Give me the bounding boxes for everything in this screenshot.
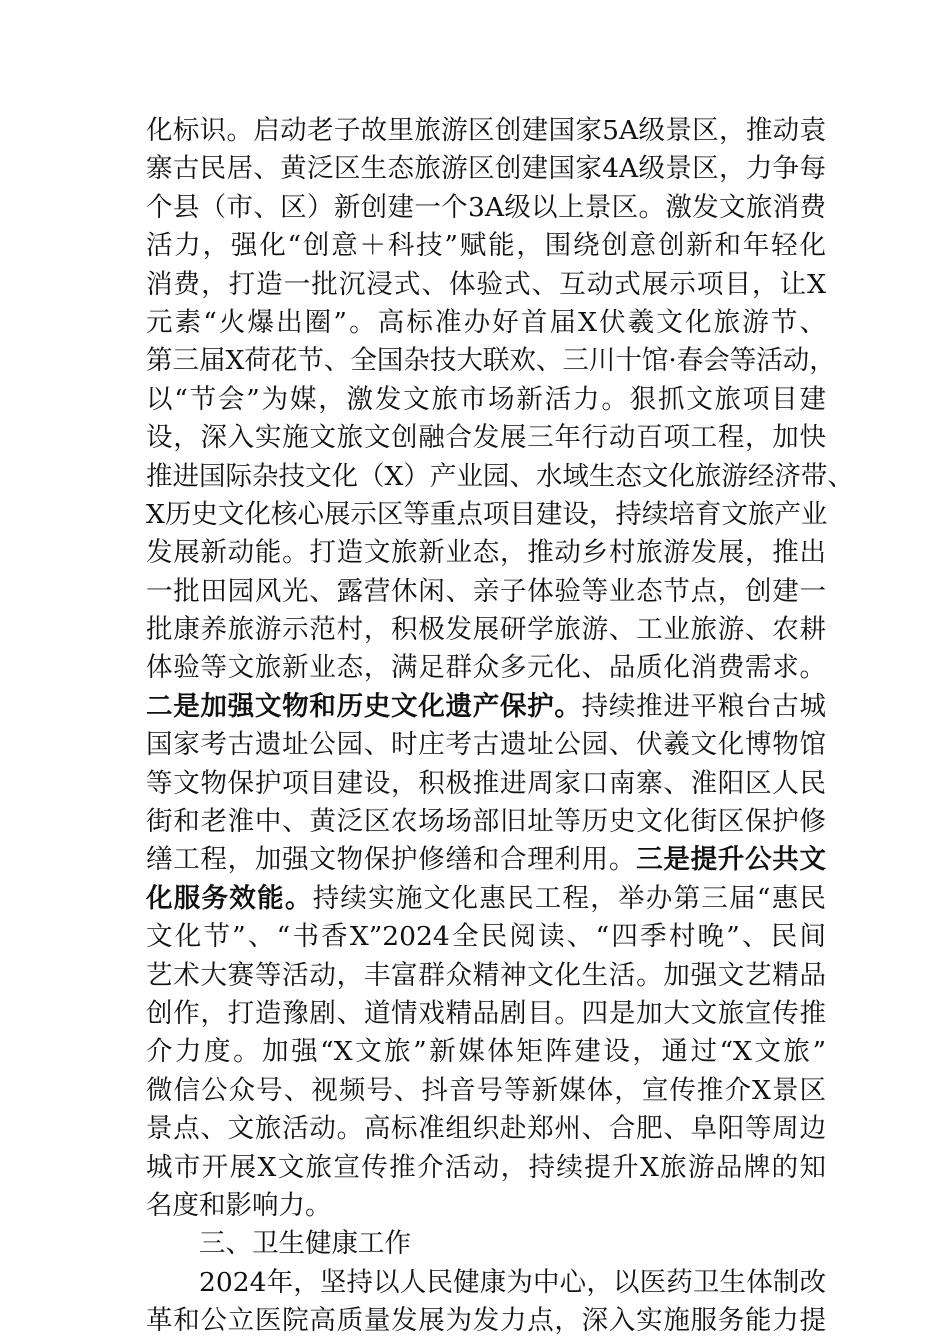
text-line: 体验等文旅新业态，满足群众多元化、品质化消费需求。 [146, 652, 826, 684]
text-line: 消费，打造一批沉浸式、体验式、互动式展示项目，让X [146, 268, 826, 300]
text-line: 以“节会”为媒，激发文旅市场新活力。狠抓文旅项目建 [146, 383, 826, 415]
text-line: 元素“火爆出圈”。高标准办好首届X伏羲文化旅游节、 [146, 306, 826, 338]
text-line: X历史文化核心展示区等重点项目建设，持续培育文旅产业 [146, 498, 828, 530]
section-heading: 三、卫生健康工作 [199, 1228, 411, 1260]
text-line: 发展新动能。打造文旅新业态，推动乡村旅游发展，推出 [146, 537, 826, 569]
document-body [146, 112, 854, 1341]
text-line: 城市开展X文旅宣传推介活动，持续提升X旅游品牌的知 [146, 1151, 826, 1183]
text-line: 介力度。加强“X文旅”新媒体矩阵建设，通过“X文旅” [146, 1036, 826, 1068]
text-line: 等文物保护项目建设，积极推进周家口南寨、淮阳区人民 [146, 767, 826, 799]
bold-subheading: 二是加强文物和历史文化遗产保护。 [146, 690, 582, 722]
text-line [146, 688, 826, 726]
text-line: 革和公立医院高质量发展为发力点，深入实施服务能力提 [146, 1305, 826, 1337]
text-line: 景点、文旅活动。高标准组织赴郑州、合肥、阜阳等周边 [146, 1113, 826, 1145]
text-line: 第三届X荷花节、全国杂技大联欢、三川十馆·春会等活动， [146, 345, 836, 377]
bold-subheading: 三是提升公共文 [636, 844, 827, 876]
text-line: 文化节”、“书香X”2024全民阅读、“四季村晚”、民间 [146, 921, 826, 953]
text-line: 一批田园风光、露营休闲、亲子体验等业态节点，创建一 [146, 575, 826, 607]
bold-subheading: 化服务效能。 [146, 882, 313, 914]
text-line: 化标识。启动老子故里旅游区创建国家5A级景区，推动袁 [146, 115, 826, 146]
text-line: 国家考古遗址公园、时庄考古遗址公园、伏羲文化博物馆 [146, 729, 826, 761]
inline-text: 持续实施文化惠民工程，举办第三届“惠民 [312, 882, 826, 914]
text-line [146, 880, 826, 918]
text-line: 个县（市、区）新创建一个3A级以上景区。激发文旅消费 [146, 191, 826, 223]
text-line: 艺术大赛等活动，丰富群众精神文化生活。加强文艺精品 [146, 959, 826, 991]
text-line: 活力，强化“创意＋科技”赋能，围绕创意创新和年轻化 [146, 230, 826, 262]
text-line: 寨古民居、黄泛区生态旅游区创建国家4A级景区，力争每 [146, 153, 826, 185]
inline-text: 持续推进平粮台古城 [581, 690, 827, 722]
text-line: 街和老淮中、黄泛区农场场部旧址等历史文化街区保护修 [146, 806, 826, 838]
inline-text: 缮工程，加强文物保护修缮和合理利用。 [146, 844, 637, 876]
text-line: 名度和影响力。 [146, 1189, 332, 1221]
text-line: 设，深入实施文旅文创融合发展三年行动百项工程，加快 [146, 422, 826, 454]
text-line: 2024年，坚持以人民健康为中心，以医药卫生体制改 [199, 1266, 826, 1298]
text-line [146, 841, 826, 879]
text-line: 创作，打造豫剧、道情戏精品剧目。四是加大文旅宣传推 [146, 997, 826, 1029]
text-line: 批康养旅游示范村，积极发展研学旅游、工业旅游、农耕 [146, 614, 826, 646]
text-line: 微信公众号、视频号、抖音号等新媒体，宣传推介X景区 [146, 1074, 826, 1106]
text-line: 推进国际杂技文化（X）产业园、水域生态文化旅游经济带、 [146, 460, 854, 492]
